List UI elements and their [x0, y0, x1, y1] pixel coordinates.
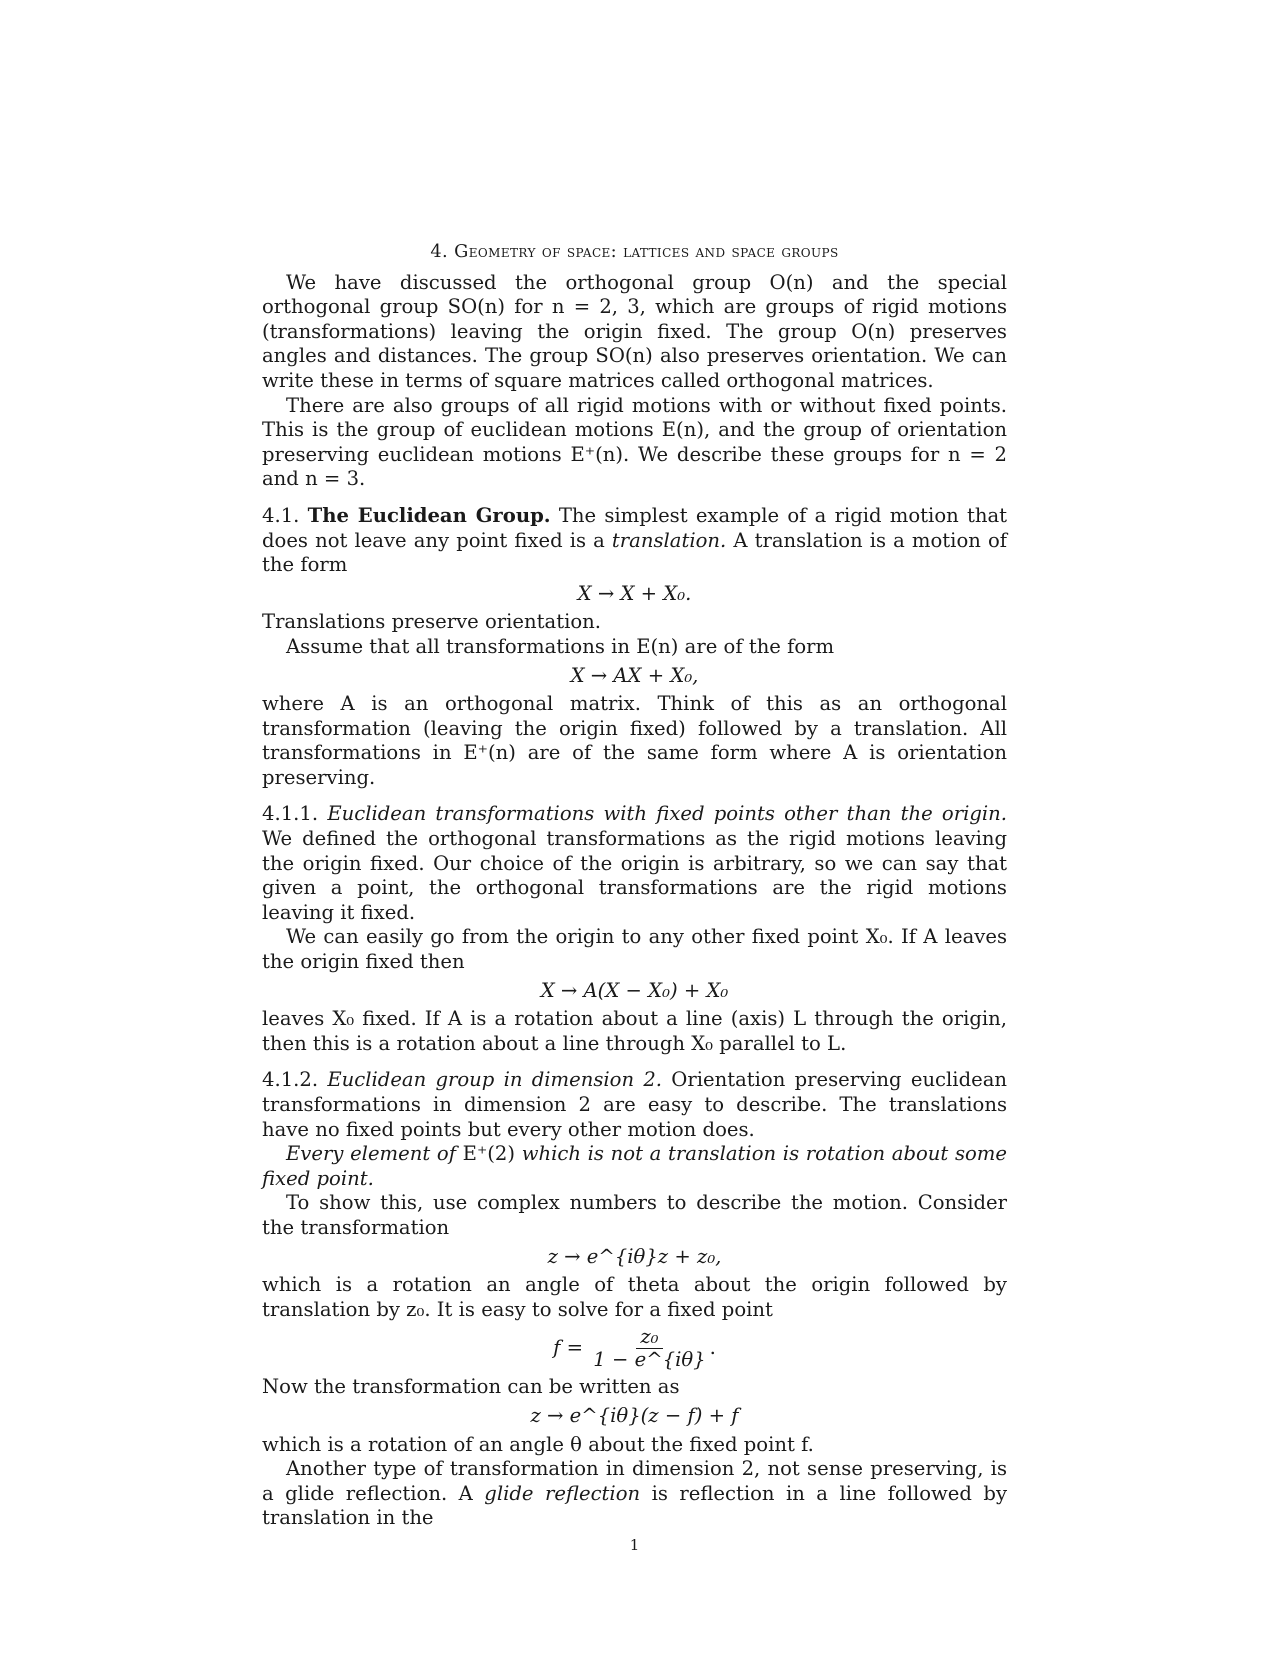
subsection-text: We defined the orthogonal transformations as the rigid motions leaving the origin fixed. Our choice of the origin is arbitrary, so we can say that given a point, the orthogonal transformations are the rigid motions leaving it fixed. — [262, 827, 1007, 924]
theorem-group: E⁺(2) — [462, 1142, 516, 1166]
paragraph-rotation-axis: leaves X₀ fixed. If A is a rotation about a line (axis) L through the origin, then this is a rotation about a line through X₀ parallel to L. — [262, 1007, 1007, 1055]
theorem-statement — [262, 1142, 1007, 1191]
fraction — [589, 1326, 709, 1371]
page-number: 1 — [629, 1535, 640, 1554]
subsection-4-1-2 — [262, 1068, 1007, 1142]
equation-text: z → e^{iθ}z + z₀, — [547, 1244, 722, 1268]
theorem-text: Every element of — [286, 1142, 456, 1166]
equation-translation — [262, 582, 1007, 607]
equation-complex-motion — [262, 1245, 1007, 1270]
paragraph-fixed-point: We can easily go from the origin to any other fixed point X₀. If A leaves the origin fixed then — [262, 925, 1007, 974]
equation-text: X → X + X₀. — [577, 581, 692, 605]
paragraph-rewrite: Now the transformation can be written as — [262, 1375, 680, 1399]
equation-period: . — [709, 1336, 716, 1360]
paragraph-rotation-translation: which is a rotation an angle of theta about the origin followed by translation by z₀. It is easy to solve for a fixed point — [262, 1273, 1007, 1321]
subsection-heading: Euclidean group in dimension 2. — [327, 1068, 663, 1092]
fraction-numerator: z₀ — [636, 1326, 662, 1349]
equation-affine — [262, 664, 1007, 689]
subsection-heading: The Euclidean Group. — [307, 503, 551, 527]
equation-fixed-point-formula — [262, 1326, 1007, 1371]
paragraph-euclidean-motions: There are also groups of all rigid motions with or without fixed points. This is the group of euclidean motions E(n), and the group of orientation preserving euclidean motions E⁺(n). We describe these groups for n = 2 and n = 3. — [262, 393, 1007, 491]
paragraph-rotation-conclusion: which is a rotation of an angle θ about the fixed point f. — [262, 1432, 814, 1456]
equation-fixed-point — [262, 979, 1007, 1004]
paragraph-orthogonal-matrix: where A is an orthogonal matrix. Think of this as an orthogonal transformation (leaving the origin fixed) followed by a translation. All transformations in E⁺(n) are of the same form where A is orientation preserving. — [262, 692, 1007, 789]
subsection-number: 4.1.2. — [262, 1068, 319, 1092]
equation-rotation-about-f — [262, 1404, 1007, 1429]
section-title — [262, 240, 1007, 265]
term-translation: translation. — [611, 528, 727, 552]
term-glide-reflection: glide reflection — [484, 1481, 641, 1505]
subsection-text: The simplest example of a rigid motion that does not leave any point fixed is a — [262, 503, 1008, 552]
subsection-text-cont: A translation is a motion of the form — [262, 528, 1007, 577]
subsection-4-1-1 — [262, 802, 1007, 925]
subsection-text: Orientation preserving euclidean transformations in dimension 2 are easy to describe. The translations have no fixed points but every other motion does. — [262, 1068, 1008, 1141]
section-title-text: Geometry of space: lattices and space groups — [454, 241, 839, 262]
paragraph-text: Another type of transformation in dimension 2, not sense preserving, is a glide reflection. A — [262, 1457, 1007, 1505]
paragraph-complex: To show this, use complex numbers to describe the motion. Consider the transformation — [262, 1191, 1007, 1239]
page-body — [262, 240, 1007, 1558]
section-number: 4. — [430, 241, 449, 262]
subsection-4-1 — [262, 504, 1007, 578]
equation-lhs: f = — [553, 1336, 584, 1360]
subsection-heading: Euclidean transformations with fixed points other than the origin. — [327, 802, 1007, 826]
equation-text: z → e^{iθ}(z − f) + f — [530, 1403, 739, 1427]
fraction-denominator: 1 − e^{iθ} — [593, 1348, 706, 1372]
equation-text: X → AX + X₀, — [570, 663, 699, 687]
paragraph-translations: Translations preserve orientation. — [262, 610, 601, 634]
equation-text: X → A(X − X₀) + X₀ — [540, 978, 729, 1002]
paragraph-text-cont: is reflection in a line followed by translation in the — [262, 1481, 1008, 1530]
paragraph-glide-reflection — [262, 1457, 1007, 1531]
paragraph-intro: We have discussed the orthogonal group O(n) and the special orthogonal group SO(n) for n = 2, 3, which are groups of rigid motions (transformations) leaving the origin fixed. The group O(n) preserves angles and distances. The group SO(n) also preserves orientation. We can write these in terms of square matrices called orthogonal matrices. — [262, 270, 1007, 392]
paragraph-assume: Assume that all transformations in E(n) are of the form — [286, 634, 835, 658]
subsection-number: 4.1. — [262, 503, 300, 527]
subsection-number: 4.1.1. — [262, 802, 319, 826]
theorem-text-cont: which is not a translation is rotation about some fixed point. — [262, 1142, 1007, 1190]
